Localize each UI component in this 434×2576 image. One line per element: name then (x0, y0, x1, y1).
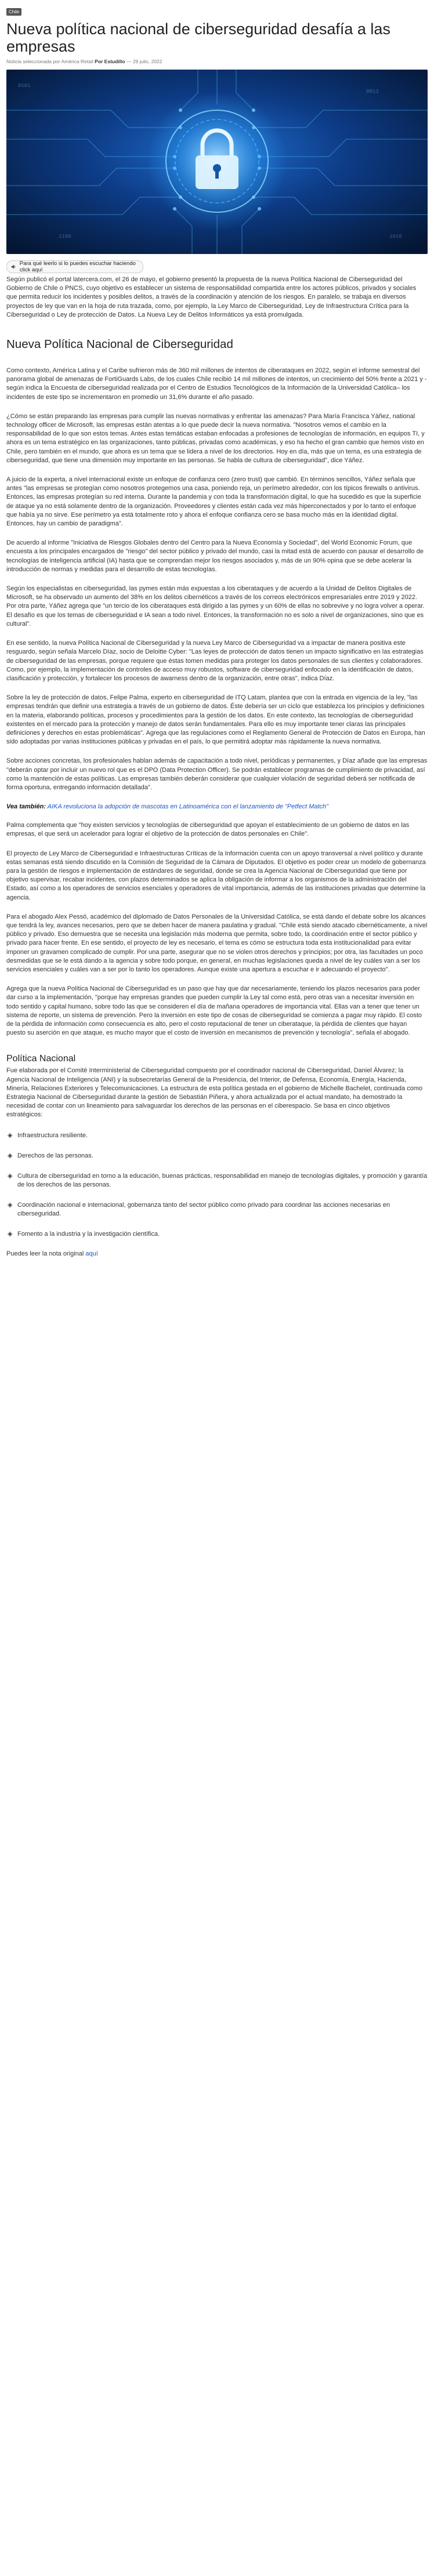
bullet-diamond-icon: ◈ (8, 1152, 13, 1159)
svg-text:0011: 0011 (366, 89, 379, 95)
padlock-circuit-icon (6, 70, 428, 254)
body-paragraph: El proyecto de Ley Marco de Ciberseguridad e Infraestructuras Críticas de la Información cuenta con un apoyo transversal a nivel político y durante estas semanas está siendo discutido en la Comisión de Seguridad de la Cámara de Diputados. El objetivo es poder crear un modelo de gobernanza para la gestión de riesgos e implementación de estándares de seguridad, donde se crea la Agencia Nacional de Ciberseguridad que tiene por objetivo supervisar, recabar incidentes, con plazos determinados se aplica la obligación de informar a los organismos de la administración del Estado, así como a los operadores de servicios esenciales y operadores de vital importancia, además de las instituciones privadas que determine la agencia. (6, 850, 426, 901)
byline-author[interactable]: Por Estudillo (95, 59, 125, 64)
list-item (6, 1152, 428, 1160)
category-badge[interactable]: Chile (6, 8, 21, 16)
article-page (0, 0, 434, 1257)
speaker-icon (11, 264, 16, 270)
original-note (6, 1250, 428, 1257)
byline (6, 59, 428, 64)
listen-audio-button[interactable] (6, 260, 143, 273)
body-paragraph: Según los especialistas en ciberseguridad, las pymes están más expuestas a los ciberataques y de acuerdo a la Unidad de Delitos Digitales de Microsoft, se ha observado un aumento del 38% en los delitos cibernéticos a través de los correos electrónicos empresariales entre 2019 y 2022. Por otra parte, Yáñez agrega que "un tercio de los ciberataques está dirigido a las pymes y un 60% de ellas no sobrevive y no logra volver a operar. El desafío es que los temas de ciberseguridad e IA sean a todo nivel. Entonces, la transformación no es solo a nivel de organizaciones, sino que es cultural". (6, 585, 425, 627)
bullet-diamond-icon: ◈ (8, 1230, 13, 1238)
body-paragraph: De acuerdo al informe "Iniciativa de Riesgos Globales dentro del Centro para la Nueva Economía y Sociedad", del World Economic Forum, que encuesta a los principales encargados de "riesgo" del sector público y privado del mundo, casi la mitad está de acuerdo con pausar el desarrollo de tecnologías de inteligencia artificial (IA) hasta que se comprendan mejor los riesgos asociados y, más de un 90% opina que se debe acelerar la introducción de normas y medidas para el desarrollo de estas tecnologías. (6, 539, 424, 573)
section-heading: Nueva Política Nacional de Ciberseguridad (6, 338, 233, 351)
body-paragraph: Fue elaborada por el Comité Interministerial de Ciberseguridad compuesto por el coordinador nacional de Ciberseguridad, Daniel Álvarez; la Agencia Nacional de Inteligencia (ANI) y la subsecretarías General de la Presidencia, del Interior, de Defensa, Economía, Energía, Hacienda, Minería, Relaciones Exteriores y Telecomunicaciones. La estructura de esta política gestada en el gobierno de Michelle Bachelet, continuada como Estrategia Nacional de Ciberseguridad durante la gestión de Sebastián Piñera, y ahora actualizada por el actual mandato, ha demostrado la necesidad de contar con un lineamiento para salvaguardar los derechos de las personas en el ciberespacio. Se basa en cinco objetivos estratégicos: (6, 1067, 423, 1119)
body-paragraph: Sobre acciones concretas, los profesionales hablan además de capacitación a todo nivel, periódicas y permanentes, y Díaz añade que las empresas "deberán optar por incluir un nuevo rol que es el DPO (Data Protection Officer). Se podrán establecer programas de cumplimiento de privacidad, así como la mantención de estas políticas. Las empresas también deberán considerar que cualquier violación de seguridad deberá ser notificada de forma oportuna, entregando información detallada". (6, 757, 428, 791)
byline-prefix: Noticia seleccionada por América Retail (6, 59, 93, 64)
body-paragraph: Agrega que la nueva Política Nacional de Ciberseguridad es un paso que hay que dar necesariamente, teniendo los plazos necesarios para poder dar curso a la implementación, "porque hay empresas grandes que pueden cumplir la Ley tal como está, pero otras van a necesitar inversión en todo sentido y capital humano, sobre todo las que se consideren el día de mañana operadores de importancia vital. Ellas van a tener que tener un sistema de reporte, un sistema de prevención. Pero la inversión en este tipo de cosas de ciberseguridad se comienza a pagar muy rápido. El costo de la pérdida de información como consecuencia es alto, pero el costo reputacional de tener un ciberataque, la pérdida de clientes que hayan puesto su aserción en que ataque, es mucho mayor que el costo de inversión en mecanismos de prevención y tecnología", señala el abogado. (6, 985, 422, 1037)
see-also (6, 803, 428, 811)
objectives-list (6, 1131, 428, 1239)
intro-paragraph: Según publicó el portal latercera.com, el 26 de mayo, el gobierno presentó la propuesta de la nueva Política Nacional de Ciberseguridad del Gobierno de Chile o PNCS, cuyo objetivo es establecer un sistema de responsabilidad compartida entre los actores públicos, privados y sociales que permita reducir los incidentes y posibles delitos, a través de la coordinación y atención de los riesgos. En paralelo, se trabaja en diversos proyectos de ley que van en la hoja de ruta trazada, como, por ejemplo, la Ley Marco de Ciberseguridad, Ley de Infraestructura Crítica para la Ciberseguridad o Ley de protección de Datos. La Nueva Ley de Delitos Informáticos ya está promulgada. (6, 276, 417, 318)
bullet-diamond-icon: ◈ (8, 1172, 13, 1180)
list-item (6, 1230, 428, 1239)
list-item-text: Cultura de ciberseguridad en torno a la educación, buenas prácticas, responsabilidad en manejo de tecnologías digitales, y promoción y garantía de los derechos de las personas. (17, 1172, 428, 1188)
body-paragraph: Sobre la ley de protección de datos, Felipe Palma, experto en ciberseguridad de ITQ Latam, plantea que con la entrada en vigencia de la ley, "las empresas tendrán que definir una estrategia a través de un gobierno de datos. Éste debería ser un ciclo que establezca los principios y definiciones en la materia, elaborando políticas, procesos y procedimientos para la gestión de los datos. En este contexto, las tecnologías de ciberseguridad existentes en el mercado para la protección y manejo de datos serán fundamentales. Para ello es muy importante tener claras las principales definiciones y derechos en estas problemáticas". Agrega que las regulaciones como el Reglamento General de Protección de Datos en Europa, han sido adoptadas por varias instituciones públicas y privadas en el país, lo que permitirá adoptar más rápidamente la nueva normativa. (6, 694, 425, 746)
list-item-text: Fomento a la industria y la investigación científica. (17, 1230, 160, 1238)
list-item (6, 1131, 428, 1140)
article-title: Nueva política nacional de ciberseguridad desafía a las empresas (6, 20, 390, 55)
section-heading: Política Nacional (6, 1054, 76, 1064)
see-also-label: Vea también: (6, 803, 46, 811)
body-paragraph: Palma complementa que "hoy existen servicios y tecnologías de ciberseguridad que apoyan el establecimiento de un gobierno de datos en las empresas, el que será un acelerador para lograr el objetivo de la protección de datos personales en Chile". (6, 822, 410, 838)
bullet-diamond-icon: ◈ (8, 1201, 13, 1209)
list-item-text: Infraestructura resiliente. (17, 1131, 88, 1139)
see-also-link[interactable]: AIKA revoluciona la adopción de mascotas en Latinoamérica con el lanzamiento de "Petfect Match" (47, 803, 329, 811)
body-paragraph: En ese sentido, la nueva Política Nacional de Ciberseguridad y la nueva Ley Marco de Ciberseguridad va a impactar de manera positiva este resguardo, según señala Marcelo Díaz, socio de Deloitte Cyber: "Las leyes de protección de datos tienen un impacto significativo en las estrategias de ciberseguridad de las empresas, porque requiere que éstas tomen medidas para proteger los datos personales de sus clientes y colaboradores. Como, por ejemplo, la implementación de controles de acceso muy robustos, software de ciberseguridad enfocado en la identificación de datos, clasificación y protección, y fortalecer los procesos de awarness dentro de la organización, entre otras", indica Díaz. (6, 640, 424, 682)
list-item-text: Coordinación nacional e internacional, gobernanza tanto del sector público como privado para coordinar las acciones necesarias en ciberseguridad. (17, 1201, 390, 1217)
svg-text:0101: 0101 (18, 83, 31, 89)
list-item (6, 1201, 428, 1218)
original-note-link[interactable]: aquí (85, 1250, 98, 1257)
original-note-prefix: Puedes leer la nota original (6, 1250, 84, 1257)
body-paragraph: Como contexto, América Latina y el Caribe sufrieron más de 360 mil millones de intentos de ciberataques en 2022, según el informe semestral del panorama global de amenazas de FortiGuards Labs, de los cuales Chile recibió 14 mil millones de intentos, un crecimiento del 50% frente a 2021 y - según indica la Encuesta de ciberseguridad realizada por el Centro de Estudios Tecnológicos de la Información de la Universidad Católica– los incidentes de este tipo se incrementaron en promedio un 31,6% durante el año pasado. (6, 367, 427, 401)
svg-text:1010: 1010 (389, 234, 402, 240)
list-item (6, 1172, 428, 1189)
byline-date: — 29 julio, 2022 (126, 59, 162, 64)
svg-text:1100: 1100 (59, 234, 71, 240)
body-paragraph: A juicio de la experta, a nivel internacional existe un enfoque de confianza cero (zero trust) que cambió. En términos sencillos, Yáñez señala que antes "las empresas se protegían como nosotros protegemos una casa, poniendo reja, un perímetro alrededor, con los típicos firewalls o antivirus. Entonces, las empresas protegían su red interna. Durante la pandemia y con toda la transformación digital, lo que ha sucedido es que la superficie de ataque ya no está solamente dentro de la organización. Proveedores y clientes están cada vez más hiperconectados y por lo tanto el enfoque que había ya no sirve. Ese perímetro ya está totalmente roto y ahora el enfoque confianza cero se basa mucho más en la identidad digital. Entonces, hay un cambio de paradigma". (6, 476, 421, 528)
body-paragraph: Para el abogado Alex Pessó, académico del diplomado de Datos Personales de la Universidad Católica, se está dando el debate sobre los alcances que tendrá la ley, avances necesarios, pero que se deben hacer de manera paulatina y gradual. "Chile está siendo atacado cibernéticamente, a nivel público y privado. Eso demuestra que se necesita una legislación más moderna que permita, sobre todo, la coordinación entre el sector público y privado para hacer frente. En ese sentido, el proyecto de ley es necesario, el tema es cómo se estructura toda esta institucionalidad para evitar imponer un gravamen complicado de cumplir. Por una parte, asegurar que no se violen otros derechos y principios; por otra, las facultades un poco desmedidas que se le está dando a la agencia y sobre todo porque, en general, en muchas legislaciones queda a nivel de ley cuáles van a ser los servicios esenciales y cuáles van a ser por lo tanto los operadores. Aunque existe una apertura a escuchar e ir adecuando el proyecto". (6, 913, 428, 973)
listen-label: Para qué leerlo si lo puedes escuchar haciendo click aquí (19, 260, 136, 273)
list-item-text: Derechos de las personas. (17, 1152, 93, 1159)
body-paragraph: ¿Cómo se están preparando las empresas para cumplir las nuevas normativas y enfrentar las amenazas? Para María Francisca Yáñez, national technology officer de Microsoft, las empresas están atentas a lo que puede decir la nueva normativa. "Nosotros vemos el cambio en la responsabilidad de lo que son estos temas. Antes estas temáticas estaban enfocadas a profesiones de tecnologías de información, en equipos TI, y ahora es un tema estratégico en las organizaciones, tanto públicas, privadas como académicas, y eso ha hecho el gran cambio que hemos visto en Chile, pero también en el mundo, que ahora es un tema que se lidera a nivel de los directorios. Hoy en día, más que un tema, es una estrategia de ciberseguridad, que tiene una dimensión muy importante en las personas. Se habla de cultura de ciberseguridad", dice Yáñez. (6, 412, 425, 464)
hero-image (6, 70, 428, 254)
bullet-diamond-icon: ◈ (8, 1131, 13, 1139)
